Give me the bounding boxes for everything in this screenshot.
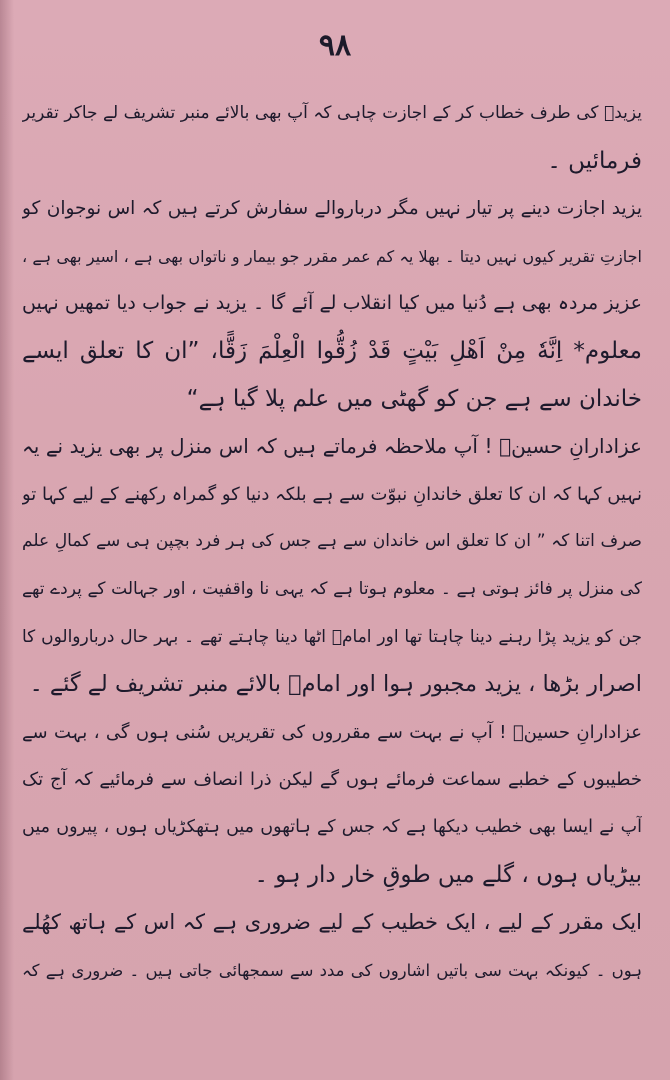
text-line: بیڑیاں ہوں ، گلے میں طوقِ خار دار ہو ۔ [254, 861, 642, 888]
page-binding-shadow [0, 0, 14, 1080]
text-line: خاندان سے ہے جن کو گھٹی میں علم پلا گیا ہے“ [186, 385, 642, 412]
text-line: جن کو یزید پڑا رہنے دینا چاہتا تھا اور امامؑ اٹھا دینا چاہتے تھے ۔ بہر حال درباروالوں کا [22, 626, 642, 647]
text-line: اجازتِ تقریر کیوں نہیں دیتا ۔ بھلا یہ کم عمر مقرر جو بیمار و ناتواں بھی ہے ، اسیر بھی ہے ، [22, 246, 642, 266]
text-line: ایک مقرر کے لیے ، ایک خطیب کے لیے ضروری ہے کہ اس کے ہاتھ کھُلے [22, 910, 642, 935]
text-line: یزیدؔ کی طرف خطاب کر کے اجازت چاہی کہ آپ بھی بالائے منبر تشریف لے جاکر تقریر [22, 103, 642, 123]
text-line: عزادارانِ حسینؑ ! آپ نے بہت سے مقرروں کی تقریریں سُنی ہوں گی ، بہت سے [22, 721, 642, 743]
text-line: عزیز مردہ بھی ہے دُنیا میں کیا انقلاب لے آئے گا ۔ یزید نے جواب دیا تمھیں نہیں [22, 292, 642, 315]
text-line: فرمائیں ۔ [547, 147, 642, 174]
text-line: ہوں ۔ کیونکہ بہت سی باتیں اشاروں کی مدد سے سمجھائی جاتی ہیں ۔ ضروری ہے کہ [22, 960, 642, 980]
text-line: نہیں کہا کہ ان کا تعلق خاندانِ نبوّت سے ہے بلکہ دنیا کو گمراہ رکھنے کے لیے کہا تو [22, 483, 642, 505]
text-line: آپ نے ایسا بھی خطیب دیکھا ہے کہ جس کے ہاتھوں میں ہتھکڑیاں ہوں ، پیروں میں [22, 816, 642, 837]
page-number: ۹۸ [318, 28, 352, 63]
text-line: معلوم* اِنَّهٗ مِنْ اَهْلِ بَیْتٍ قَدْ زُقُّوا الْعِلْمَ زَقًّا، ”ان کا تعلق ایسے [22, 337, 642, 364]
text-line: عزادارانِ حسینؑ ! آپ ملاحظہ فرماتے ہیں کہ اس منزل پر بھی یزید نے یہ [22, 434, 642, 459]
text-line: یزید اجازت دینے پر تیار نہیں مگر درباروالے سفارش کرتے ہیں کہ اس نوجوان کو [22, 198, 642, 220]
text-line: خطیبوں کے خطبے سماعت فرمائے ہوں گے لیکن ذرا انصاف سے فرمائیے کہ آج تک [22, 769, 642, 791]
page-body-text [22, 90, 642, 994]
text-line: کی منزل پر فائز ہوتی ہے ۔ معلوم ہوتا ہے کہ یہی نا واقفیت ، اور جہالت کے پردے تھے [22, 578, 642, 599]
text-line: اصرار بڑھا ، یزید مجبور ہوا اور امامؑ بالائے منبر تشریف لے گئے ۔ [29, 671, 642, 698]
text-line: صرف اتنا کہ ” ان کا تعلق اس خاندان سے ہے جس کی ہر فرد بچپن ہی سے کمالِ علم [22, 531, 642, 552]
